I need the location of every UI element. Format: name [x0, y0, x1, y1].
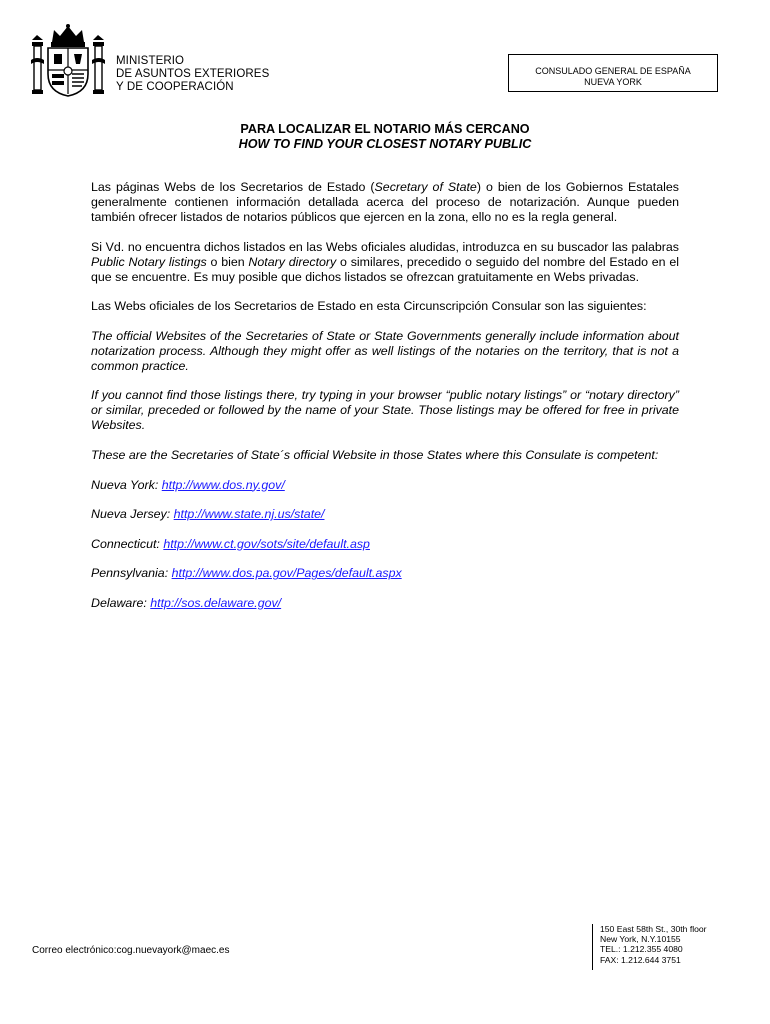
state-label: Connecticut:	[91, 536, 160, 551]
footer-address	[600, 924, 707, 965]
p1-text-a: Las páginas Webs de los Secretarios de Estado (	[91, 180, 375, 194]
state-entry-delaware	[91, 596, 679, 611]
address-line-1: 150 East 58th St., 30th floor	[600, 924, 707, 934]
state-label: Pennsylvania:	[91, 566, 169, 581]
paragraph-1	[91, 180, 679, 225]
p2-text-c: o similares, precedido o seguido del nombre del Estado en el que se encuentre. Es muy posible que dichos listados se ofrezcan gratuitamente en Webs privadas.	[91, 254, 679, 284]
p2-text-b: o bien	[206, 254, 249, 269]
consulate-line-1: CONSULADO GENERAL DE ESPAÑA	[535, 66, 691, 76]
address-line-3: TEL.: 1.212.355 4080	[600, 944, 683, 955]
coat-of-arms-icon	[30, 24, 106, 98]
state-label: Delaware:	[91, 595, 147, 610]
address-line-4: FAX: 1.212.644 3751	[600, 954, 681, 965]
state-link-delaware[interactable]: http://sos.delaware.gov/	[150, 595, 282, 610]
ministry-line-3: Y DE COOPERACIÓN	[116, 81, 234, 94]
state-link-connecticut[interactable]: http://www.ct.gov/sots/site/default.asp	[163, 536, 370, 551]
state-label: Nueva York:	[91, 477, 159, 492]
paragraph-4: The official Websites of the Secretaries of State or State Governments generally include information about notarization process. Although they might offer as well listings of the notaries on the territory, that is not a common practice.	[91, 328, 679, 373]
footer-divider	[592, 924, 593, 970]
state-entry-pennsylvania	[91, 566, 679, 581]
address-line-2: New York, N.Y.10155	[600, 934, 681, 945]
paragraph-2	[91, 240, 679, 285]
ministry-name	[116, 55, 269, 95]
document-body	[91, 180, 679, 626]
consulate-box	[508, 54, 718, 92]
title-spanish: PARA LOCALIZAR EL NOTARIO MÁS CERCANO	[240, 122, 530, 136]
state-entry-connecticut	[91, 537, 679, 552]
state-link-new-jersey[interactable]: http://www.state.nj.us/state/	[173, 507, 325, 522]
state-link-pennsylvania[interactable]: http://www.dos.pa.gov/Pages/default.aspx	[171, 566, 402, 581]
footer-email: Correo electrónico:cog.nuevayork@maec.es	[32, 945, 230, 956]
state-label: Nueva Jersey:	[91, 507, 171, 522]
p2-emphasis-2: Notary directory	[248, 254, 337, 269]
p2-emphasis-1: Public Notary listings	[91, 254, 207, 269]
paragraph-5: If you cannot find those listings there, try typing in your browser “public notary listings” or “notary directory” or similar, preceded or followed by the name of your State. Those listings may be offered for free in private Websites.	[91, 388, 679, 433]
state-entry-new-york	[91, 478, 679, 493]
ministry-line-2: DE ASUNTOS EXTERIORES	[116, 68, 270, 81]
state-link-new-york[interactable]: http://www.dos.ny.gov/	[161, 477, 285, 492]
consulate-line-2: NUEVA YORK	[584, 76, 642, 87]
paragraph-6: These are the Secretaries of State´s official Website in those States where this Consulate is competent:	[91, 447, 659, 462]
paragraph-3: Las Webs oficiales de los Secretarios de Estado en esta Circunscripción Consular son las siguientes:	[91, 299, 647, 314]
p2-text-a: Si Vd. no encuentra dichos listados en las Webs oficiales aludidas, introduzca en su buscador las palabras	[91, 239, 679, 254]
ministry-line-1: MINISTERIO	[116, 55, 185, 67]
p1-emphasis: Secretary of State	[374, 180, 477, 194]
title-english: HOW TO FIND YOUR CLOSEST NOTARY PUBLIC	[238, 137, 532, 151]
state-entry-new-jersey	[91, 507, 679, 522]
p1-text-b: ) o bien de los Gobiernos Estatales generalmente contienen información detallada acerca del proceso de notarización. Aunque pueden también ofrecer listados de notarios públicos que ejercen en la zona, ello no es la regla general.	[91, 180, 679, 224]
